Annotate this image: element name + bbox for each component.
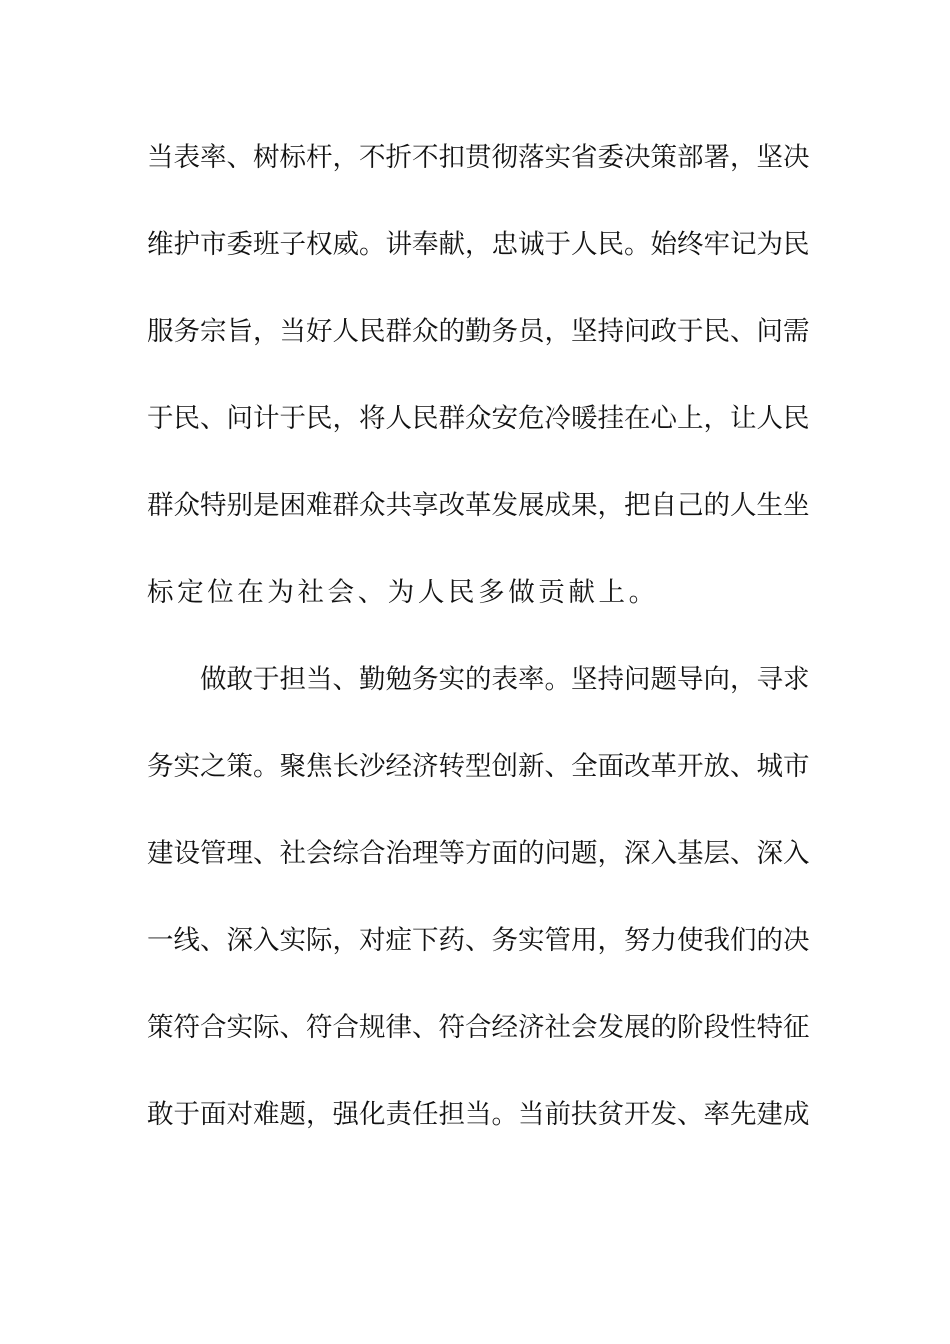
text-line: 于民、问计于民，将人民群众安危冷暖挂在心上，让人民 [147, 403, 810, 434]
text-line: 群众特别是困难群众共享改革发展成果，把自己的人生坐 [147, 490, 810, 521]
text-line: 一线、深入实际，对症下药、务实管用，努力使我们的决 [147, 925, 810, 956]
text-line: 策符合实际、符合规律、符合经济社会发展的阶段性特征 [147, 1012, 810, 1043]
text-line: 维护市委班子权威。讲奉献，忠诚于人民。始终牢记为民 [147, 229, 810, 260]
text-line: 务实之策。聚焦长沙经济转型创新、全面改革开放、城市 [147, 751, 810, 782]
text-line: 服务宗旨，当好人民群众的勤务员，坚持问政于民、问需 [147, 316, 810, 347]
text-line: 敢于面对难题，强化责任担当。当前扶贫开发、率先建成 [147, 1099, 810, 1130]
text-line: 当表率、树标杆，不折不扣贯彻落实省委决策部署，坚决 [147, 142, 810, 173]
text-line: 建设管理、社会综合治理等方面的问题，深入基层、深入 [147, 838, 810, 869]
paragraph-first-line: 做敢于担当、勤勉务实的表率。坚持问题导向，寻求 [200, 664, 810, 695]
text-line: 标定位在为社会、为人民多做贡献上。 [147, 577, 659, 608]
